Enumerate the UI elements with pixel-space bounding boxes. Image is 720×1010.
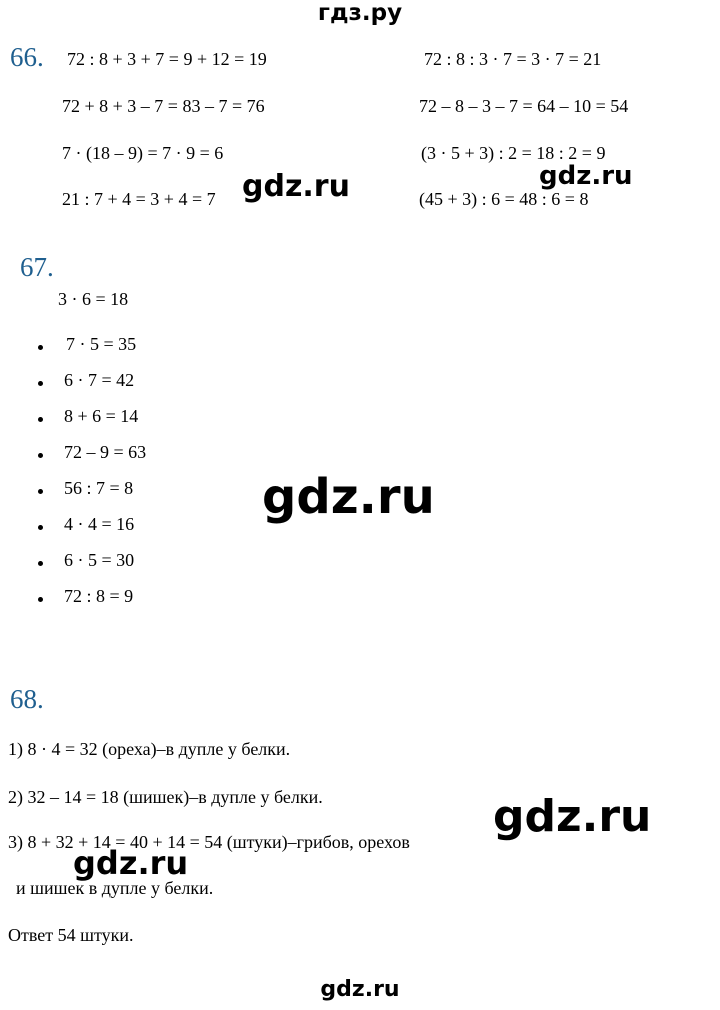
site-header: гдз.ру	[317, 0, 403, 26]
bullet	[38, 489, 43, 494]
task-67-item-6: 4 · 4 = 16	[64, 514, 135, 534]
bullet	[38, 381, 43, 386]
task-66-right-eq-4: (45 + 3) : 6 = 48 : 6 = 8	[419, 189, 589, 209]
task-66-left-eq-2: 72 + 8 + 3 – 7 = 83 – 7 = 76	[62, 96, 265, 116]
task-67-item-1: 7 · 5 = 35	[66, 334, 137, 354]
watermark-3: gdz.ru	[262, 469, 435, 525]
task-66-right-eq-3: (3 · 5 + 3) : 2 = 18 : 2 = 9	[421, 143, 606, 163]
task-66-left-eq-4: 21 : 7 + 4 = 3 + 4 = 7	[62, 189, 216, 209]
watermark-2: gdz.ru	[539, 161, 633, 191]
task-67-item-8: 72 : 8 = 9	[64, 586, 134, 606]
bullet	[38, 345, 43, 350]
task-68-answer: Ответ 54 штуки.	[8, 925, 134, 945]
task-66-number: 66.	[10, 42, 44, 72]
watermark-1: gdz.ru	[242, 169, 350, 204]
task-67-item-5: 56 : 7 = 8	[64, 478, 134, 498]
task-66-left-eq-3: 7 · (18 – 9) = 7 · 9 = 6	[62, 143, 224, 163]
task-68-line-1: 1) 8 · 4 = 32 (ореха)–в дупле у белки.	[8, 739, 291, 759]
task-67-item-7: 6 · 5 = 30	[64, 550, 135, 570]
task-66-right-eq-1: 72 : 8 : 3 · 7 = 3 · 7 = 21	[424, 49, 602, 69]
task-68-line-4: и шишек в дупле у белки.	[16, 878, 214, 898]
watermark-4: gdz.ru	[493, 791, 652, 842]
task-67-item-2: 6 · 7 = 42	[64, 370, 135, 390]
task-68-number: 68.	[10, 684, 44, 714]
task-67-item-3: 8 + 6 = 14	[64, 406, 139, 426]
bullet	[38, 417, 43, 422]
watermark-5: gdz.ru	[73, 844, 189, 882]
task-67-number: 67.	[20, 252, 54, 282]
bullet	[38, 525, 43, 530]
task-68-line-2: 2) 32 – 14 = 18 (шишек)–в дупле у белки.	[8, 787, 323, 807]
task-66-left-eq-1: 72 : 8 + 3 + 7 = 9 + 12 = 19	[67, 49, 267, 69]
task-67-item-4: 72 – 9 = 63	[64, 442, 147, 462]
bullet	[38, 597, 43, 602]
bullet	[38, 561, 43, 566]
task-68-line-3: 3) 8 + 32 + 14 = 40 + 14 = 54 (штуки)–грибов, орехов	[8, 832, 410, 852]
task-67-intro: 3 · 6 = 18	[58, 289, 129, 309]
task-66-right-eq-2: 72 – 8 – 3 – 7 = 64 – 10 = 54	[419, 96, 629, 116]
watermark-footer: gdz.ru	[320, 977, 400, 1002]
bullet	[38, 453, 43, 458]
